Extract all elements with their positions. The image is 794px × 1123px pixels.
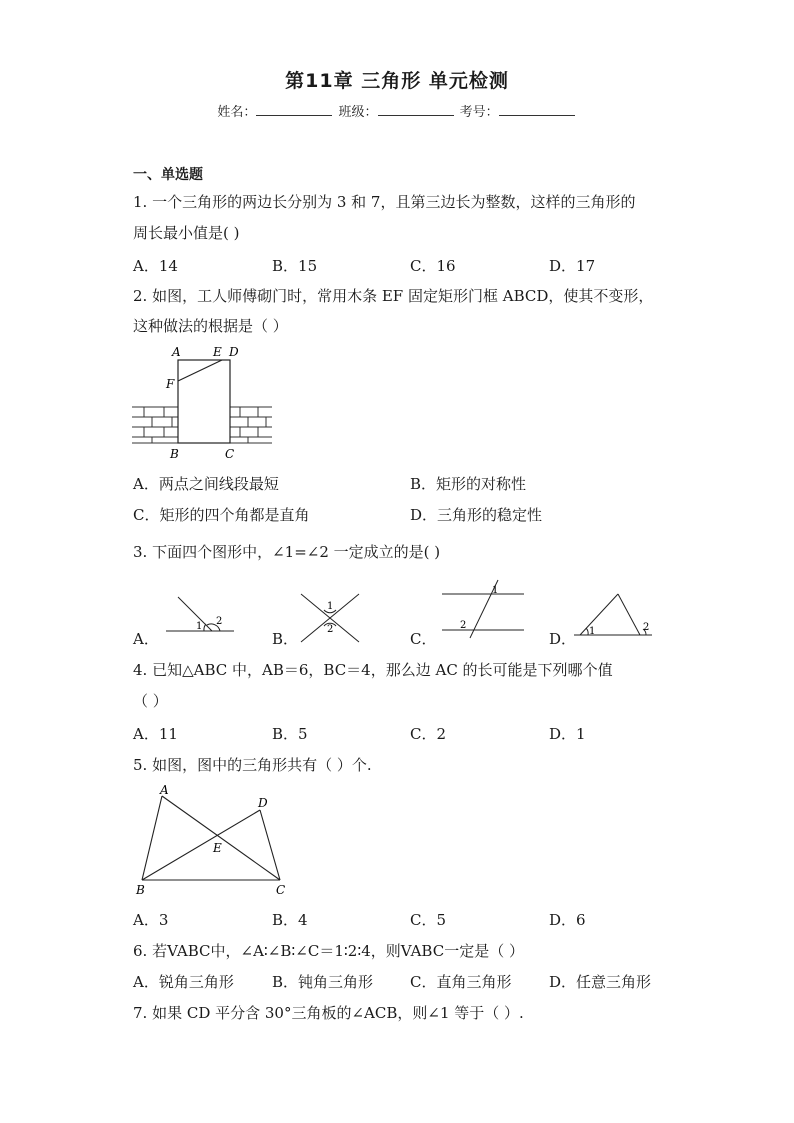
- svg-text:1: 1: [492, 585, 499, 596]
- segment-ab: [142, 796, 162, 880]
- class-blank[interactable]: [378, 103, 454, 116]
- question-2-line-2: 这种做法的根据是（ ）: [133, 317, 288, 335]
- exam-no-blank[interactable]: [499, 103, 575, 116]
- question-1-line-1: 1. 一个三角形的两边长分别为 3 和 7，且第三边长为整数，这样的三角形的: [133, 193, 636, 211]
- q4-option-d[interactable]: D．1: [549, 725, 586, 743]
- svg-text:C: C: [276, 883, 286, 897]
- q2-option-d[interactable]: D．三角形的稳定性: [410, 506, 543, 524]
- svg-text:1: 1: [196, 621, 203, 632]
- door-frame-rect: [178, 360, 230, 443]
- brick-wall-right: [230, 407, 272, 443]
- q2-option-a[interactable]: A．两点之间线段最短: [133, 475, 279, 493]
- question-2-line-1: 2. 如图，工人师傅砌门时，常用木条 EF 固定矩形门框 ABCD，使其不变形，: [133, 287, 654, 305]
- question-7-line-1: 7. 如果 CD 平分含 30°三角板的∠ACB，则∠1 等于（ ）.: [133, 1004, 524, 1022]
- svg-text:D: D: [258, 796, 268, 810]
- q3-option-b[interactable]: B．: [272, 630, 299, 648]
- brick-wall-left: [132, 407, 178, 443]
- q3-figure-b: [295, 590, 365, 645]
- q5-option-b[interactable]: B．4: [272, 911, 308, 929]
- q5-option-a[interactable]: A．3: [133, 911, 169, 929]
- svg-text:1: 1: [327, 601, 334, 612]
- section-heading: 一、单选题: [133, 167, 203, 183]
- q1-option-a[interactable]: A．14: [133, 257, 178, 275]
- svg-text:A: A: [160, 783, 169, 797]
- label-a: A: [172, 345, 181, 359]
- question-3-line-1: 3. 下面四个图形中，∠1=∠2 一定成立的是( ): [133, 543, 441, 561]
- q3-figure-d: [570, 588, 655, 640]
- q3-figure-c: [438, 578, 528, 640]
- question-4-line-1: 4. 已知△ABC 中，AB＝6，BC＝4，那么边 AC 的长可能是下列哪个值: [133, 661, 613, 679]
- name-label: 姓名：: [217, 105, 257, 120]
- segment-bd: [142, 810, 260, 880]
- q1-option-d[interactable]: D．17: [549, 257, 596, 275]
- brace-ef: [178, 360, 222, 381]
- page-title: 第11章 三角形 单元检测: [285, 70, 509, 92]
- q3-option-c[interactable]: C．: [410, 630, 437, 648]
- door-frame-figure: [130, 343, 275, 463]
- label-d: D: [229, 345, 239, 359]
- q5-option-d[interactable]: D．6: [549, 911, 586, 929]
- label-e: E: [213, 345, 222, 359]
- segment-cd: [260, 810, 280, 880]
- q5-option-c[interactable]: C．5: [410, 911, 447, 929]
- svg-text:B: B: [136, 883, 145, 897]
- question-6-line-1: 6. 若VABC中，∠A∶∠B∶∠C＝1∶2∶4，则VABC一定是（ ）: [133, 942, 524, 960]
- q4-option-a[interactable]: A．11: [133, 725, 178, 743]
- svg-text:2: 2: [327, 624, 334, 635]
- q4-option-b[interactable]: B．5: [272, 725, 308, 743]
- svg-text:2: 2: [643, 622, 650, 633]
- q6-option-d[interactable]: D．任意三角形: [549, 973, 652, 991]
- student-info-row: [0, 101, 794, 120]
- q3-option-a[interactable]: A．: [133, 630, 159, 648]
- svg-text:1: 1: [589, 626, 596, 637]
- q2-option-c[interactable]: C．矩形的四个角都是直角: [133, 506, 310, 524]
- q6-option-b[interactable]: B．钝角三角形: [272, 973, 374, 991]
- q1-option-c[interactable]: C．16: [410, 257, 456, 275]
- class-label: 班级：: [338, 105, 378, 120]
- svg-text:E: E: [213, 841, 222, 855]
- name-blank[interactable]: [256, 103, 332, 116]
- question-1-line-2: 周长最小值是( ): [133, 224, 240, 242]
- q3-option-d[interactable]: D．: [549, 630, 577, 648]
- question-5-line-1: 5. 如图，图中的三角形共有（ ）个.: [133, 756, 372, 774]
- triangles-figure: [132, 782, 297, 900]
- svg-text:2: 2: [460, 620, 467, 631]
- svg-text:2: 2: [216, 616, 223, 627]
- q1-option-b[interactable]: B．15: [272, 257, 318, 275]
- q2-option-b[interactable]: B．矩形的对称性: [410, 475, 527, 493]
- label-f: F: [166, 377, 175, 391]
- question-4-line-2: （ ）: [133, 692, 168, 710]
- q6-option-a[interactable]: A．锐角三角形: [133, 973, 234, 991]
- q6-option-c[interactable]: C．直角三角形: [410, 973, 512, 991]
- q4-option-c[interactable]: C．2: [410, 725, 447, 743]
- q3-figure-a: [160, 590, 240, 640]
- exam-no-label: 考号：: [459, 105, 499, 120]
- label-b: B: [170, 447, 179, 461]
- label-c: C: [225, 447, 235, 461]
